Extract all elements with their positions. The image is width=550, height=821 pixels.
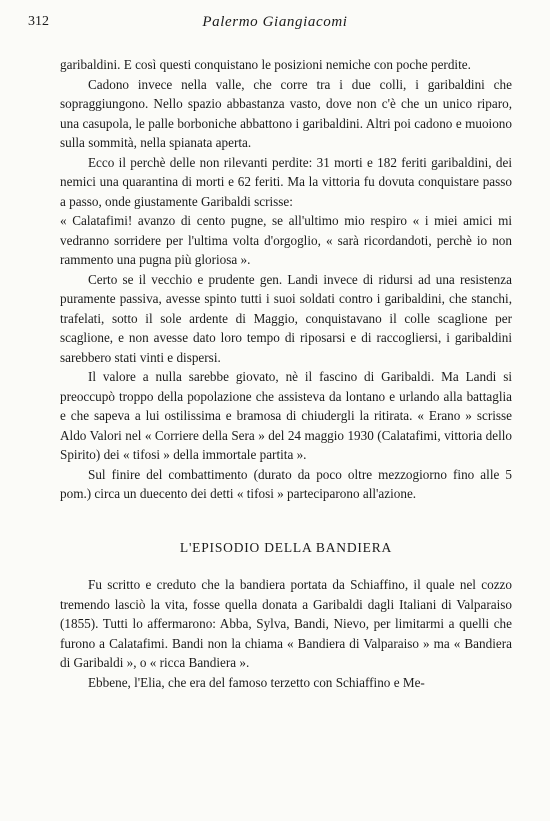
paragraph: Sul finire del combattimento (durato da poco oltre mezzogiorno fino alle 5 pom.) circa un duecento dei detti « tifosi » parteciparono all'azione.: [60, 466, 512, 501]
section-title: L'EPISODIO DELLA BANDIERA: [179, 539, 393, 555]
page-number: 312: [28, 14, 49, 29]
paragraph: Cadono invece nella valle, che corre tra i due colli, i garibaldini che sopraggiungono. Nello spazio abbastanza vasto, dove non c'è che un unico riparo, una casupola, le palle borboniche abbattono i garibaldini. Altri poi cadono e muoiono sulla sommità, nella spianata aperta.: [60, 76, 512, 150]
body-text: [60, 55, 512, 692]
page-header: [28, 14, 522, 36]
paragraph: Il valore a nulla sarebbe giovato, nè il fascino di Garibaldi. Ma Landi si preoccupò troppo della popolazione che assisteva da lontano e urlando alla battaglia e che sapeva a lui ostilissima e bramosa di chiudergli la ritirata. « Erano » scrisse Aldo Valori nel « Corriere della Sera » del 24 maggio 1930 (Calatafimi, vittoria dello Spirito) dei « tifosi » della immortale partita ».: [60, 369, 512, 462]
paragraph: Certo se il vecchio e prudente gen. Landi invece di ridursi ad una resistenza puramente passiva, avesse spinto tutti i suoi soldati contro i garibaldini, che stanchi, trafelati, sotto il sole ardente di Maggio, conquistavano il colle scaglione per scaglione, e non avesse dato loro tempo di riposarsi e di raccogliersi, i garibaldini sarebbero stati vinti e dispersi.: [60, 271, 512, 365]
paragraph: garibaldini. E così questi conquistano le posizioni nemiche con poche perdite.: [60, 57, 471, 72]
garibaldi-quote: « Calatafimi! avanzo di cento pugne, se all'ultimo mio respiro « i miei amici mi vedranno sorridere per l'ultima volta d'orgoglio, « sarà ricordandoti, perchè io non rammento una pugna più gloriosa ».: [60, 213, 512, 267]
paragraph: Fu scritto e creduto che la bandiera portata da Schiaffino, il quale nel cozzo tremendo lasciò la vita, fosse quella donata a Garibaldi dagli Italiani di Valparaiso (1855). Tutti lo affermarono: Abba, Sylva, Bandi, Nievo, per limitarmi a quelli che furono a Calatafimi. Bandi non la chiama « Bandiera di Valparaiso » ma « Bandiera di Garibaldi », o « ricca Bandiera ».: [60, 577, 512, 670]
paragraph: Ebbene, l'Elia, che era del famoso terzetto con Schiaffino e Me-: [88, 674, 425, 690]
paragraph: Ecco il perchè delle non rilevanti perdite: 31 morti e 182 feriti garibaldini, dei nemici una quarantina di morti e 62 feriti. Ma la vittoria fu dovuta conquistare passo a passo, onde giustamente Garibaldi scrisse:: [60, 154, 512, 209]
running-head: Palermo Giangiacomi: [202, 14, 348, 30]
